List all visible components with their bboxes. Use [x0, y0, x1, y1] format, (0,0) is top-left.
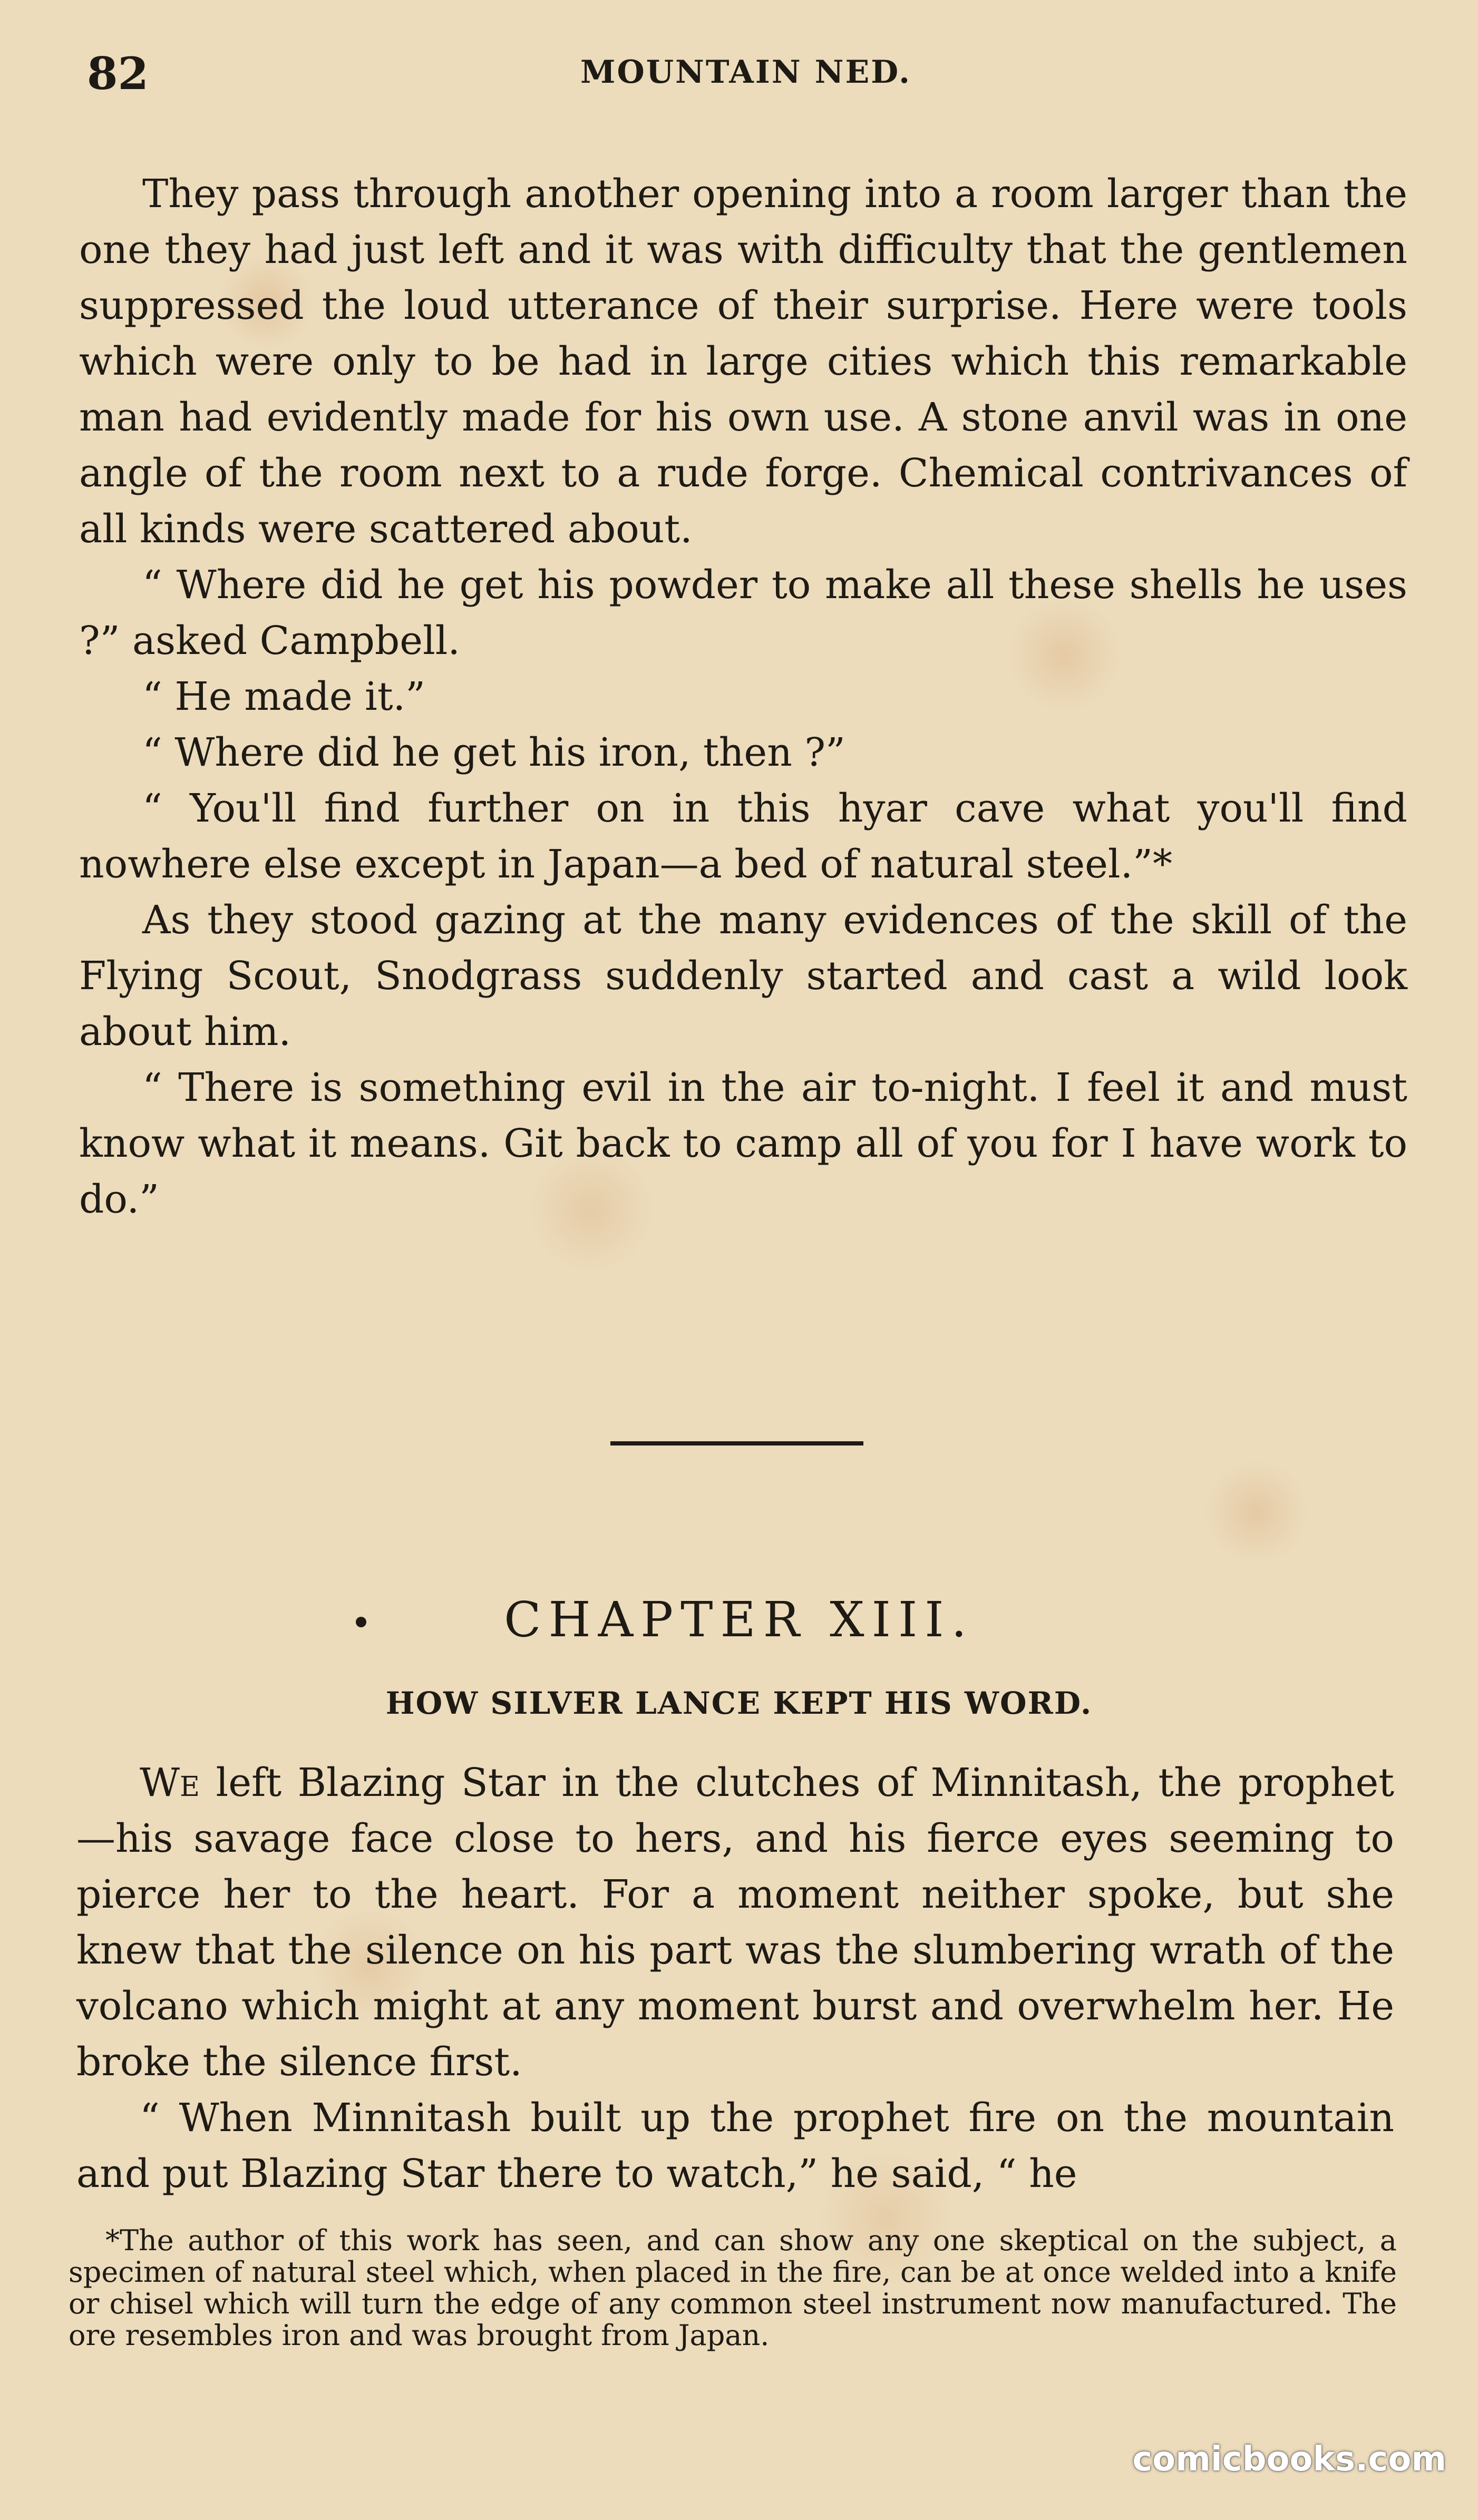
body-text — [79, 166, 1407, 1227]
page-number: 82 — [87, 47, 149, 100]
paragraph: “ You'll find further on in this hyar cave what you'll find nowhere else except in Japan—a bed of natural steel.”* — [79, 786, 1407, 887]
paragraph: They pass through another opening into a room larger than the one they had just left and it was with difficulty that the gentlemen suppressed the loud utterance of their surprise. Here were tools which were only to be had in large cities which this remarkable man had evidently made for his own use. A stone anvil was in one angle of the room next to a rude forge. Chemical contrivances of all kinds were scattered about. — [79, 171, 1407, 552]
section-divider — [610, 1441, 863, 1445]
paragraph: “ Where did he get his powder to make all these shells he uses ?” asked Campbell. — [79, 562, 1407, 663]
chapter-title: CHAPTER XIII. — [504, 1591, 974, 1648]
paragraph: As they stood gazing at the many evidences of the skill of the Flying Scout, Snodgrass suddenly started and cast a wild look about him. — [79, 897, 1407, 1054]
paragraph: “ Where did he get his iron, then ?” — [142, 730, 845, 775]
paragraph: “ There is something evil in the air to-night. I feel it and must know what it means. Git back to camp all of you for I have work to do.” — [79, 1065, 1407, 1222]
footnote: *The author of this work has seen, and can show any one skeptical on the subject, a specimen of natural steel which, when placed in the fire, can be at once welded into a knife or chisel which will turn the edge of any common steel instrument now manufactured. The ore resembles iron and was brought from Japan. — [69, 2224, 1397, 2352]
chapter-second-paragraph: “ When Minnitash built up the prophet fire on the mountain and put Blazing Star there to watch,” he said, “ he — [76, 2095, 1394, 2196]
chapter-text — [76, 1755, 1394, 2202]
running-title: MOUNTAIN NED. — [580, 54, 911, 91]
watermark: comicbooks.com — [1132, 2440, 1446, 2479]
paragraph: “ He made it.” — [142, 674, 425, 719]
running-head — [87, 47, 1405, 111]
chapter-subtitle: HOW SILVER LANCE KEPT HIS WORD. — [385, 1685, 1093, 1721]
chapter-first-paragraph — [76, 1755, 1394, 2090]
paragraph-text: left Blazing Star in the clutches of Minnitash, the prophet—his savage face close to hers, and his fierce eyes seeming to pierce her to the heart. For a moment neither spoke, but she knew that the silence on his part was the slumbering wrath of the volcano which might at any moment burst and overwhelm her. He broke the silence first. — [76, 1760, 1394, 2085]
lead-word: We — [140, 1760, 200, 1805]
